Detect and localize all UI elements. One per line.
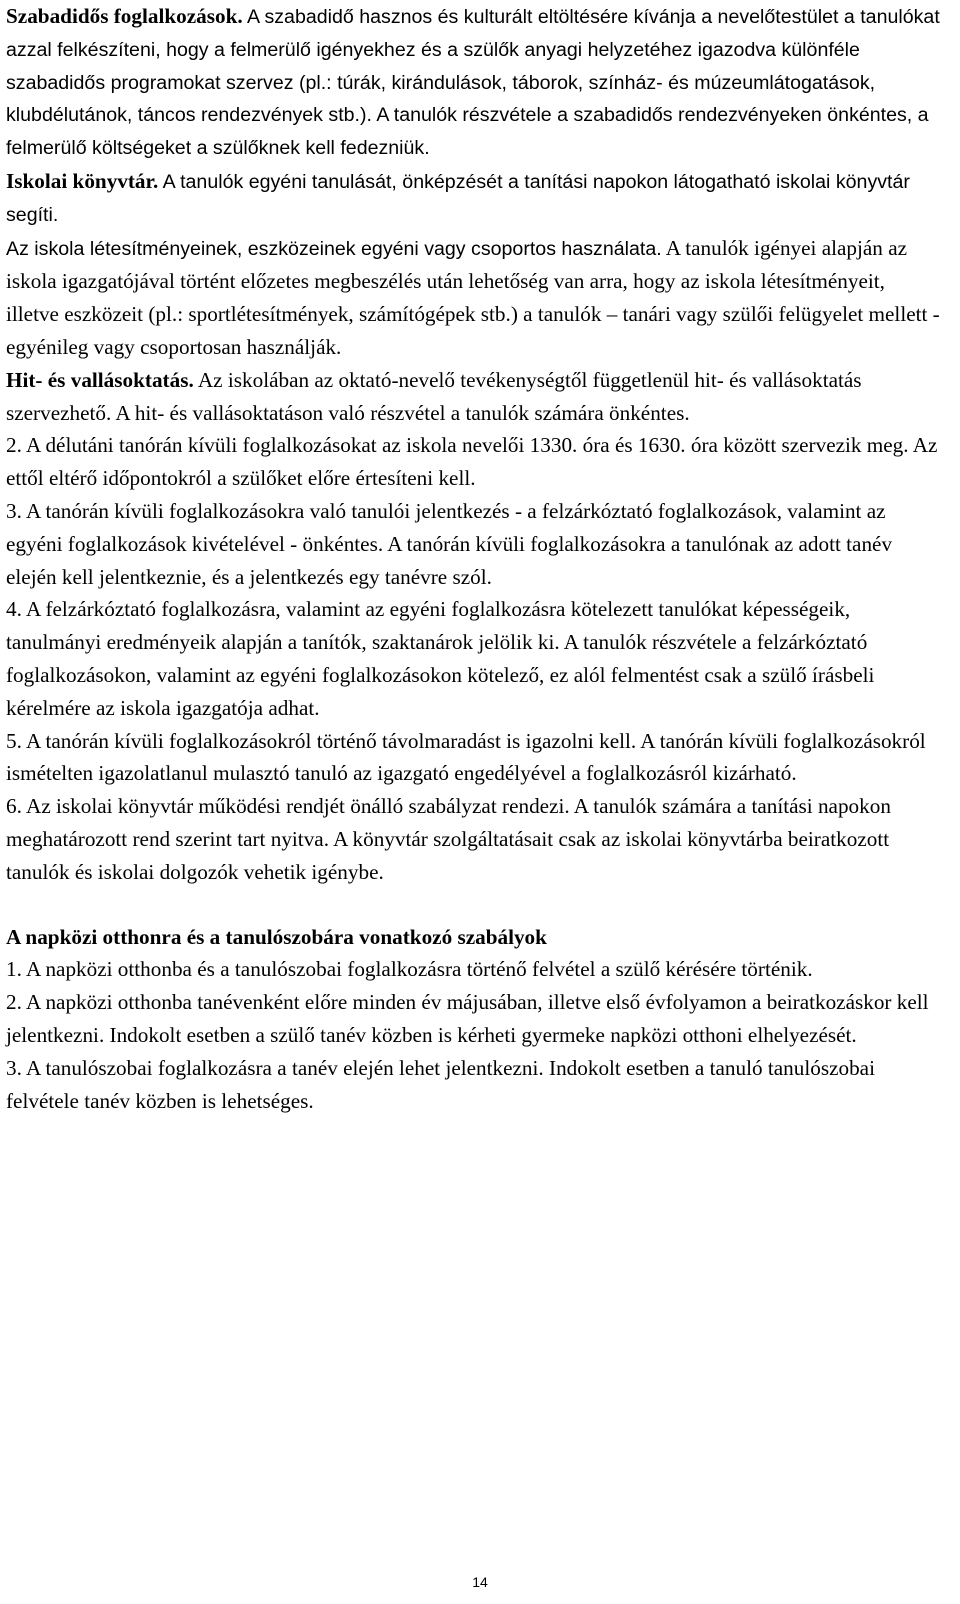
numbered-item-3: 3. A tanórán kívüli foglalkozásokra való tanulói jelentkezés - a felzárkóztató foglalkozások, valamint az egyéni foglalkozások kivételével - önkéntes. A tanórán kívüli foglalkozásokra a tanulónak az adott tanév elején kell jelentkeznie, és a jelentkezés egy tanévre szól. xyxy=(6,498,893,589)
numbered-item-6: 6. Az iskolai könyvtár működési rendjét önálló szabályzat rendezi. A tanulók számára a tanítási napokon meghatározott rend szerint tart nyitva. A könyvtár szolgáltatásait csak az iskolai könyvtárba beiratkozott tanulók és iskolai dolgozók vehetik igénybe. xyxy=(6,794,891,884)
napkozi-item-3: 3. A tanulószobai foglalkozásra a tanév elején lehet jelentkezni. Indokolt esetben a tanuló tanulószobai felvétele tanév közben is lehetséges. xyxy=(6,1055,875,1113)
numbered-item-5: 5. A tanórán kívüli foglalkozásokról történő távolmaradást is igazolni kell. A tanórán kívüli foglalkozásokról ismételten igazolatlanul mulasztó tanuló az igazgató engedélyével a foglalkozásról kizárható. xyxy=(6,728,926,786)
paragraph-text: Az iskolában az oktató-nevelő tevékenységtől függetlenül hit- és vallásoktatás szervezhető. A hit- és vallásoktatáson való részvétel a tanulók számára önkéntes. xyxy=(6,367,862,425)
paragraph-konyvtar xyxy=(6,165,942,232)
section-title-hitoktatas: Hit- és vallásoktatás. xyxy=(6,367,194,392)
paragraph-hitoktatas xyxy=(6,364,942,430)
document-page xyxy=(6,0,942,1117)
numbered-item-2: 2. A délutáni tanórán kívüli foglalkozásokat az iskola nevelői 1330. óra és 1630. óra között szervezik meg. Az ettől eltérő időpontokról a szülőket előre értesíteni kell. xyxy=(6,433,938,491)
paragraph-szabadido xyxy=(6,0,942,165)
paragraph-letesitmenyek xyxy=(6,232,942,364)
napkozi-item-1: 1. A napközi otthonba és a tanulószobai foglalkozásra történő felvétel a szülő kérésére történik. xyxy=(6,957,813,982)
numbered-item-4: 4. A felzárkóztató foglalkozásra, valamint az egyéni foglalkozásra kötelezett tanulókat képességeik, tanulmányi eredményeik alapján a tanítók, szaktanárok jelölik ki. A tanulók részvétele a felzárkóztató foglalkozásokon, valamint az egyéni foglalkozásokon kötelező, ez alól felmentést csak a szülő írásbeli kérelmére az iskola igazgatója adhat. xyxy=(6,597,875,720)
napkozi-item-2: 2. A napközi otthonba tanévenként előre minden év májusában, illetve első évfolyamon a beiratkozáskor kell jelentkezni. Indokolt esetben a szülő tanév közben is kérheti gyermeke napközi otthoni elhelyezését. xyxy=(6,990,929,1047)
paragraph-text: A tanulók igényei alapján az iskola igazgatójával történt előzetes megbeszélés után lehetőség van arra, hogy az iskola létesítményeit, illetve eszközeit (pl.: sportlétesítmények, számítógépek stb.) a tanulók – tanári vagy szülői felügyelet mellett - egyénileg vagy csoportosan használják. xyxy=(6,235,940,359)
paragraph-text: A szabadidő hasznos és kulturált eltöltésére kívánja a nevelőtestület a tanulókat azzal felkészíteni, hogy a felmerülő igényekhez és a szülők anyagi helyzetéhez igazodva különféle szabadidős programokat szervez (pl.: túrák, kirándulások, táborok, színház- és múzeumlátogatások, klubdélutánok, táncos rendezvények stb.). xyxy=(6,6,940,127)
paragraph-text: Az iskola létesítményeinek, eszközeinek egyéni vagy csoportos használata. xyxy=(6,237,662,260)
section-heading-napkozi: A napközi otthonra és a tanulószobára vonatkozó szabályok xyxy=(6,924,547,949)
section-gap xyxy=(6,889,942,921)
paragraph-text: A tanulók egyéni tanulását, önképzését a tanítási napokon látogatható iskolai könyvtár segíti. xyxy=(6,170,910,226)
section-title-szabadido: Szabadidős foglalkozások. xyxy=(6,4,243,28)
section-title-konyvtar: Iskolai könyvtár. xyxy=(6,168,159,193)
paragraph-text: A tanulók részvétele a szabadidős rendezvényeken önkéntes, a felmerülő költségeket a szülőknek kell fedezniük. xyxy=(6,104,929,160)
page-number: 14 xyxy=(472,1574,488,1590)
